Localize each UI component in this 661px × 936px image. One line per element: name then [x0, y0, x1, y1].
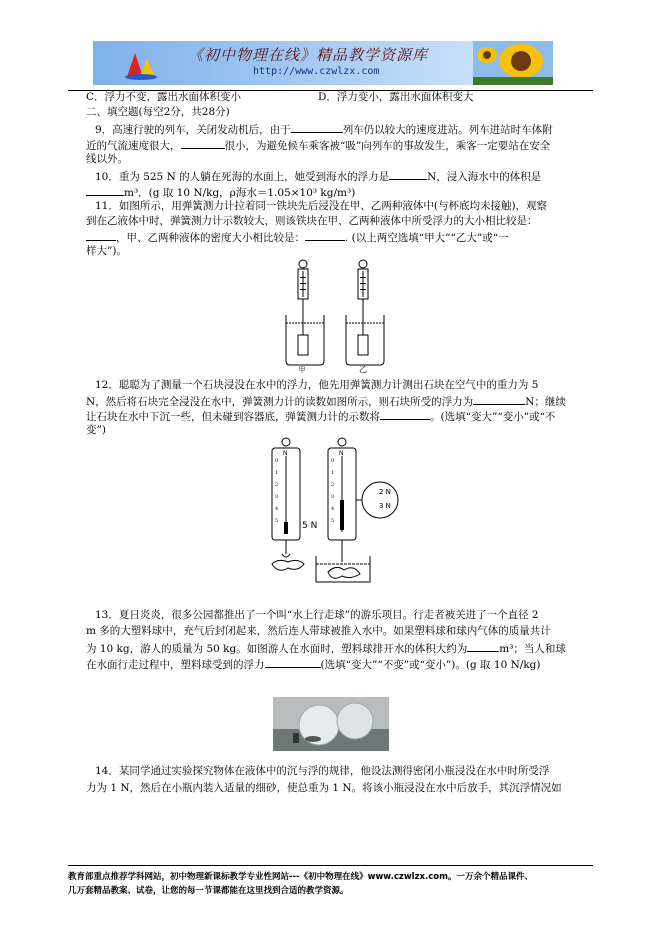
q12-line1: 12．聪聪为了测量一个石块浸没在水中的浮力，他先用弹簧测力计测出石块在空气中的重力为 5: [95, 379, 539, 391]
svg-text:1: 1: [331, 470, 335, 476]
q12-blank-2[interactable]: [380, 408, 430, 420]
q13-line2: m 多的大塑料球中，充气后封闭起来，然后连人带球被推入水中。如果塑料球和球内气体的质量共计: [86, 625, 551, 637]
label-yi: 乙: [359, 365, 367, 373]
water-ball-photo: [273, 697, 389, 751]
q12-text: 让石块在水中下沉一些，但未碰到容器底，弹簧测力计的示数将: [86, 411, 380, 423]
banner-title: 《初中物理在线》精品教学资源库: [188, 46, 429, 64]
q12-text: N，然后将石块完全浸没在水中，弹簧测力计的读数如图所示，则石块所受的浮力为: [86, 396, 474, 408]
footer-rule: [68, 865, 593, 866]
q10-line2: [86, 184, 355, 200]
site-logo-icon: [121, 47, 161, 81]
q13-blank-1[interactable]: [467, 640, 499, 652]
q11-figure: [283, 257, 393, 373]
zoom-2n: 2 N: [379, 488, 391, 496]
banner-url[interactable]: http://www.czwlzx.com: [253, 66, 380, 77]
q10-line1: [95, 168, 541, 184]
q11-blank-2[interactable]: [305, 229, 345, 241]
q13-text: 为 10 kg，游人的质量为 50 kg。如图游人在水面时，塑料球排开水的体积大约为: [86, 643, 468, 655]
option-c: C．浮力不变，露出水面体积变小: [86, 91, 242, 103]
q13-text: 在水面行走过程中，塑料球受到的浮力: [86, 659, 265, 671]
svg-text:0: 0: [275, 458, 279, 464]
q11-blank-1[interactable]: [86, 229, 116, 241]
label-jia: 甲: [298, 366, 306, 373]
q11-line3: [86, 229, 509, 245]
svg-text:3: 3: [331, 494, 335, 500]
q10-text: m³．(g 取 10 N/kg，ρ海水＝1.05×10³ kg/m³): [124, 187, 356, 199]
q11-line2: 到在乙液体中时，弹簧测力计示数较大，则该铁块在甲、乙两种液体中所受浮力的大小相比较是：: [86, 215, 538, 227]
q13-text: m³；当人和球: [499, 643, 566, 655]
sunflower-icon: [473, 41, 553, 85]
q13-line3: [86, 640, 566, 656]
left-scale-numbers: [275, 458, 334, 524]
header-banner: [93, 41, 553, 85]
q9-line3: 线以外。: [86, 153, 128, 165]
svg-text:4: 4: [275, 506, 279, 512]
q10-text: 10．重为 525 N 的人躺在死海的水面上，她受到海水的浮力是: [95, 171, 390, 183]
svg-text:0: 0: [331, 458, 335, 464]
svg-text:3: 3: [275, 494, 279, 500]
q13-line1: 13．夏日炎炎，很多公园都推出了一个叫“水上行走球”的游乐项目。行走者被关进了一个直径 2: [95, 609, 539, 621]
q9-blank-1[interactable]: [291, 121, 343, 133]
section-title: 二、填空题(每空2分，共28分): [86, 106, 230, 118]
q9-text: 近的气流速度很大，: [86, 140, 181, 152]
footer-line2: 几万套精品教案、试卷，让您的每一节课都能在这里找到合适的教学资源。: [68, 886, 349, 896]
q12-line3: [86, 408, 555, 424]
zoom-3n: 3 N: [379, 502, 391, 510]
right-scale-unit: N: [339, 450, 344, 457]
svg-text:5: 5: [275, 518, 279, 524]
q11-text: . (以上两空选填“甲大”“乙大”或“一: [345, 232, 509, 244]
svg-text:4: 4: [331, 506, 335, 512]
q11-line1: 11．如图所示，用弹簧测力计拉着同一铁块先后浸没在甲、乙两种液体中(与杯底均未接触)，观察: [95, 200, 548, 212]
q12-blank-1[interactable]: [473, 393, 525, 405]
q9-line1: [95, 121, 553, 137]
q10-blank-1[interactable]: [389, 168, 427, 180]
q12-figure: [262, 436, 412, 586]
q9-line2: [86, 137, 550, 153]
q9-text: 很小，为避免候车乘客被“吸”向列车的事故发生，乘客一定要站在安全: [224, 140, 551, 152]
q14-line2: 力为 1 N，然后在小瓶内装入适量的细砂，使总重为 1 N。将该小瓶浸没在水中后放手，其沉浮情况如: [86, 782, 562, 794]
q13-line4: [86, 656, 541, 672]
q11-line4: 样大”)。: [86, 245, 127, 257]
q9-blank-2[interactable]: [181, 137, 225, 149]
q10-blank-2[interactable]: [86, 184, 124, 196]
svg-text:2: 2: [275, 482, 279, 488]
svg-text:1: 1: [275, 470, 279, 476]
left-scale-unit: N: [283, 450, 288, 457]
q12-text: N；继续: [525, 396, 566, 408]
q12-text: 。(选填“变大”“变小”或“不: [430, 411, 556, 423]
q13-blank-2[interactable]: [265, 656, 321, 668]
q9-text: 9．高速行驶的列车，关闭发动机后，由于: [95, 124, 291, 136]
footer-line1: 教育部重点推荐学科网站，初中物理新课标教学专业性网站---《初中物理在线》www.czwlzx.com。一万余个精品课件、: [68, 872, 533, 882]
option-d: D．浮力变小，露出水面体积变大: [318, 91, 474, 103]
svg-text:5: 5: [331, 518, 335, 524]
svg-text:2: 2: [331, 482, 335, 488]
q14-line1: 14．某同学通过实验探究物体在液体中的沉与浮的规律，他设法测得密闭小瓶浸没在水中时所受浮: [95, 765, 550, 777]
q11-text: ，甲、乙两种液体的密度大小相比较是：: [116, 232, 305, 244]
q12-line4: 变”): [86, 424, 106, 436]
q12-line2: [86, 393, 566, 409]
fig-5n-label: 5 N: [302, 521, 318, 531]
q9-text: 列车仍以较大的速度进站。列车进站时车体附: [342, 124, 553, 136]
q10-text: N，浸入海水中的体积是: [427, 171, 542, 183]
q13-text: (选填“变大”“不变”或“变小”)。(g 取 10 N/kg): [320, 659, 541, 671]
